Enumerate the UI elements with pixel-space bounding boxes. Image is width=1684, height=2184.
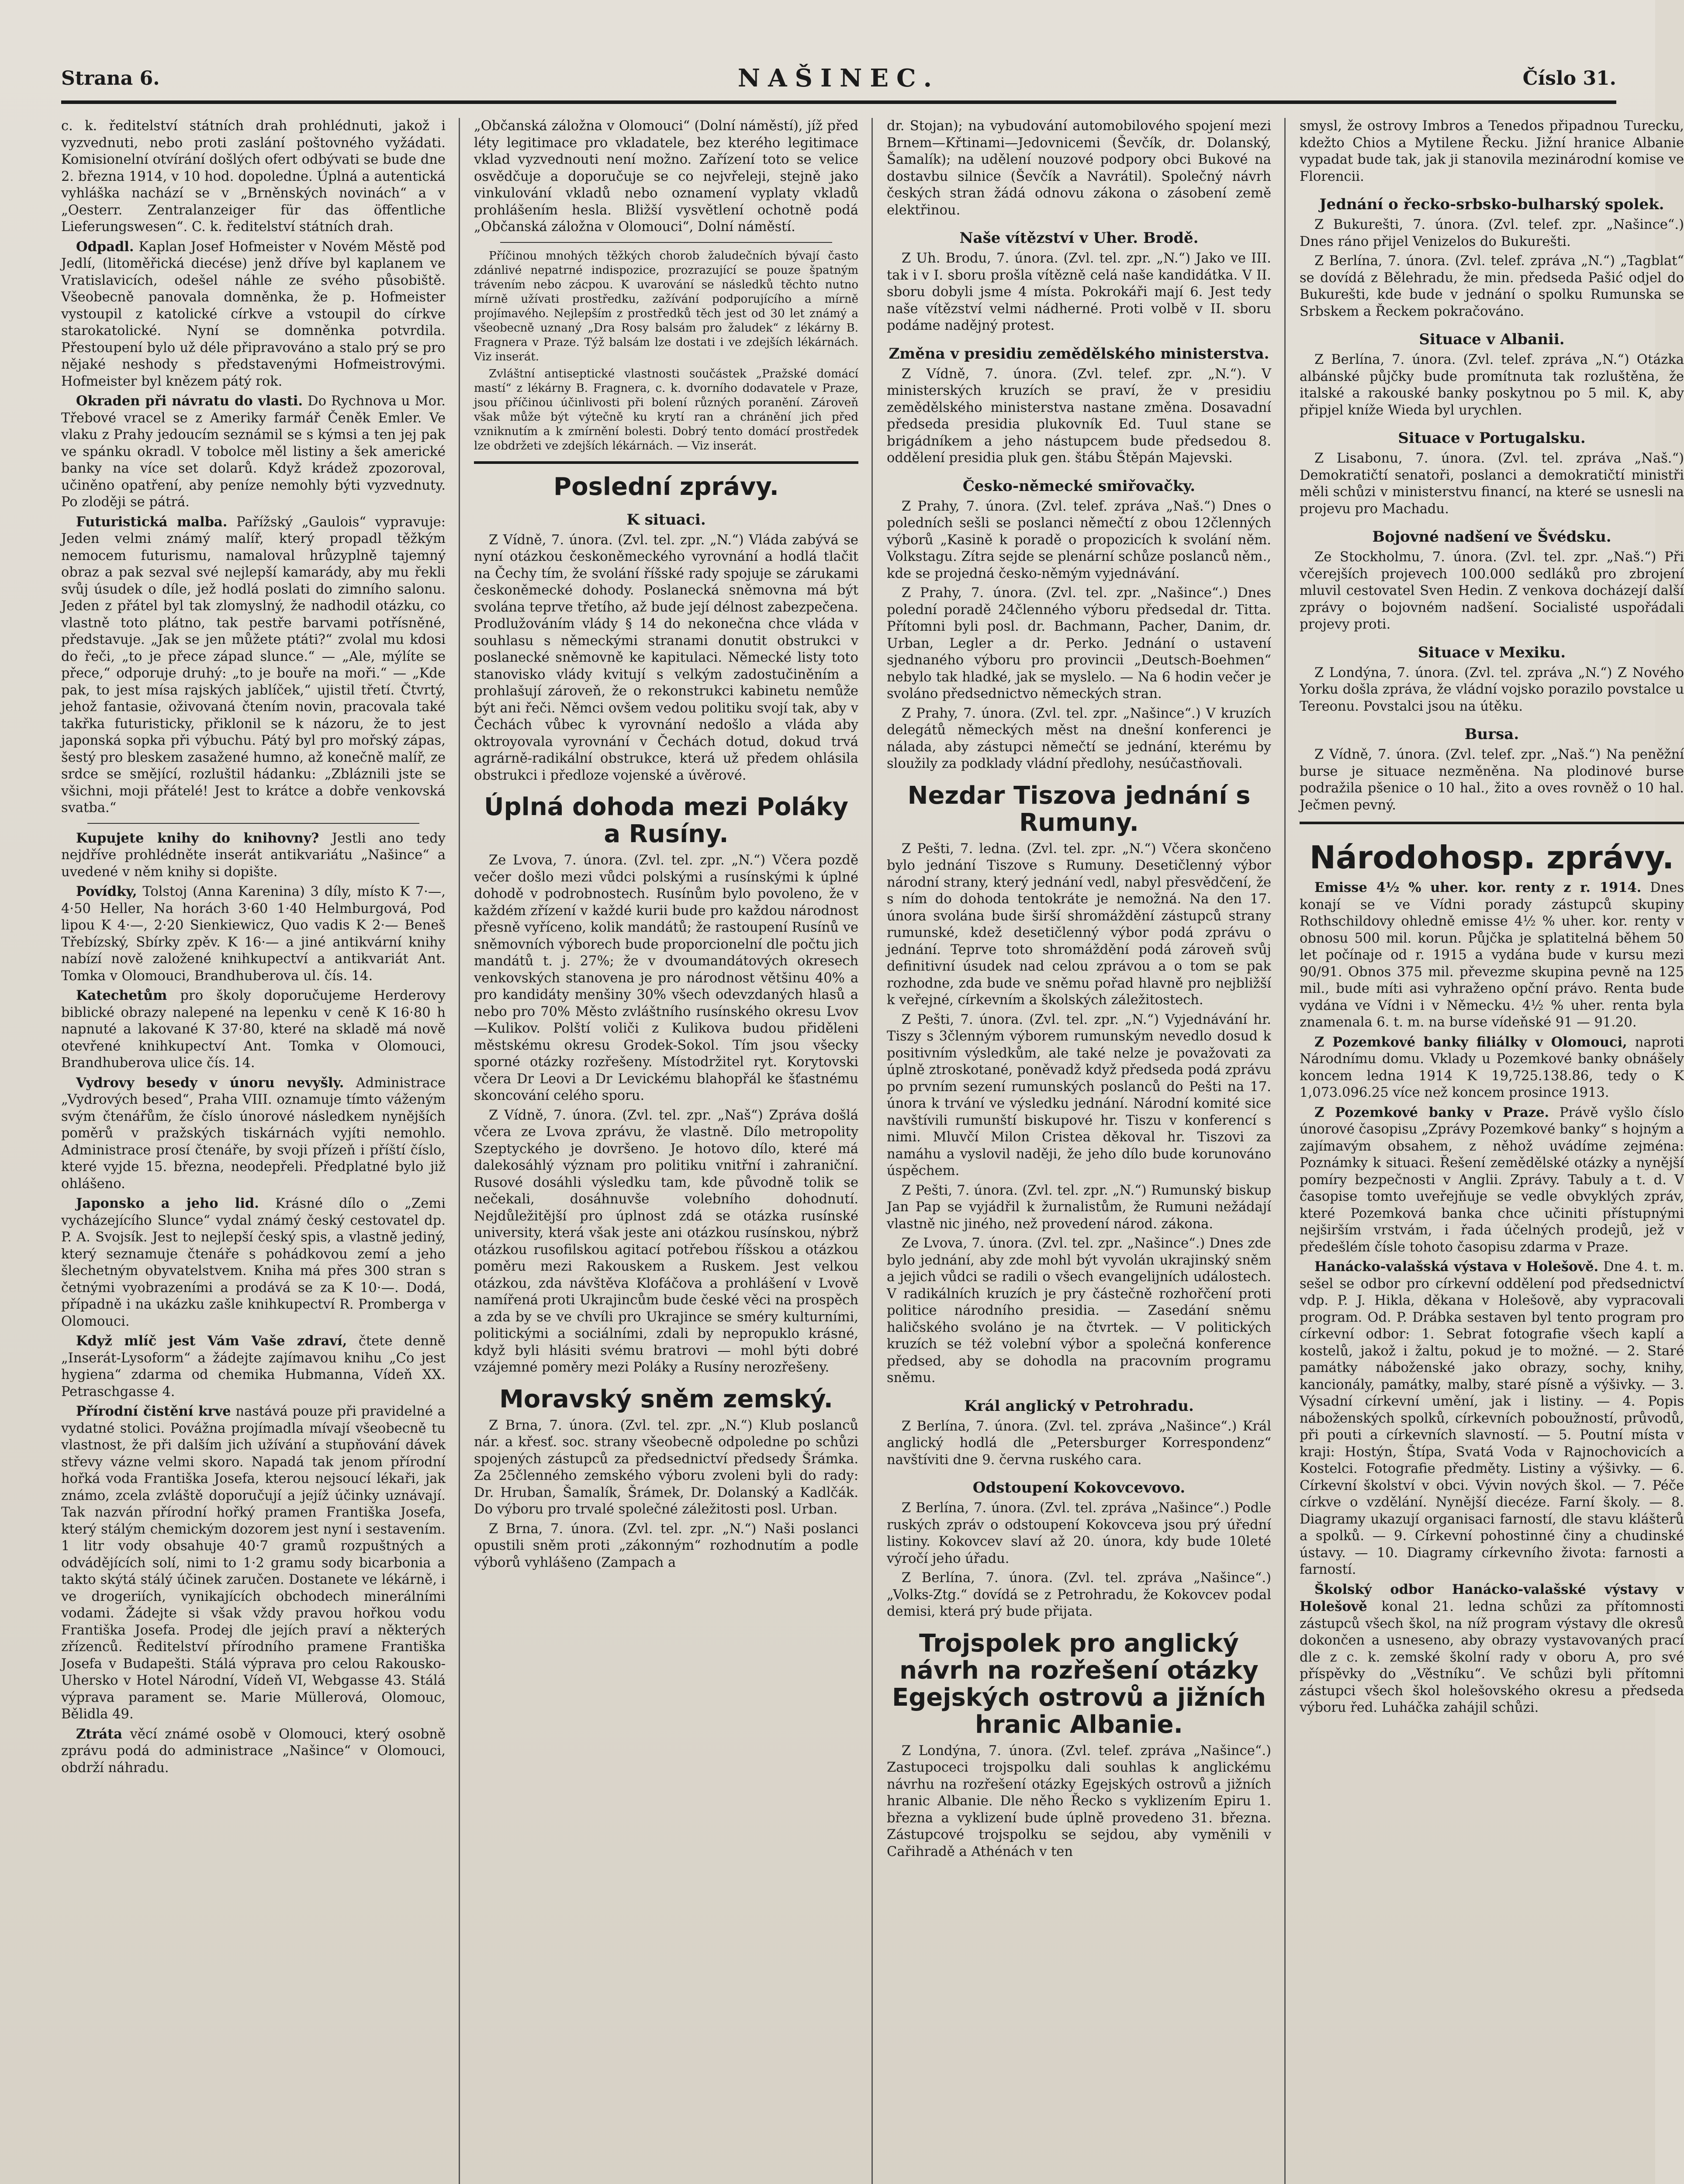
separator-rule xyxy=(500,242,832,243)
paragraph-text: Dnes konají se ve Vídni porady zástupců skupiny Rothschildovy ohledně emisse 4½ % uher. kor. renty v obnosu 500 mil. korun. Půjčka je splatitelná během 50 let počínaje od r. 1915 a vydána bude v kursu mezi 90/91. Obnos 375 mil. převezme skupina pevně na 125 mil., bude míti asi vyhraženo opční právo. Renta bude vydána ve Vídni i v Německu. 4½ % uher. renta byla znamenala 6. t. m. na burse vídeňské 91 — 91.20. xyxy=(1300,880,1684,1030)
article-paragraph xyxy=(474,852,858,1105)
paragraph-text: Právě vyšlo číslo únorové časopisu „Zprávy Pozemkové banky“ s hojným a zajímavým obsahem, z něhož uvádíme zejména: Poznámky k situaci. Řešení zemědělské otázky a nynější pomíry bezpečnosti v Anglii. Zprávy. Tabuly a t. d. V časopise tomto uveřejňuje se vedle obvyklých zpráv, které Pozemková banka chce učiniti přístupnými nejširším vrstvám, i řada účelných prodejů, jež v předešlém čísle tohoto časopisu zdarma v Praze. xyxy=(1300,1105,1684,1255)
paragraph-text: Z Lisabonu, 7. února. (Zvl. tel. zpráva „Naš.“) Demokratičtí senatoři, poslanci a demokratičtí ministři měli schůzi v ministerstvu financí, na které se usnesli na projevu pro Machadu. xyxy=(1300,451,1684,517)
paragraph-text: Z Berlína, 7. února. (Zvl. telef. zpráva „N.“) „Tagblat“ se dovídá z Bělehradu, že min. předseda Pašić odjel do Bukurešti, kde bude v jednání o spolku Rumunska se Srbskem a Řeckem pokračováno. xyxy=(1300,253,1684,319)
paragraph-lead: Školský odbor Hanácko-valašské výstavy v Holešově xyxy=(1300,1581,1684,1614)
article-paragraph xyxy=(887,250,1271,335)
paragraph-lead: Kupujete knihy do knihovny? xyxy=(76,830,319,846)
paragraph-text: Z Uh. Brodu, 7. února. (Zvl. tel. zpr. „N.“) Jako ve III. tak i v I. sboru prošla vítězně celá naše kandidátka. V II. sboru dobyli jsme 4 místa. Pokrokáři mají 6. Jest tedy naše vítězství velmi nádherné. Proti volbě v II. sboru podáme nadějný protest. xyxy=(887,251,1271,333)
article-heading: Bursa. xyxy=(1464,726,1519,743)
paragraph-text: Zvláštní antiseptické vlastnosti součástek „Pražské domácí mastí“ z lékárny B. Fragnera, c. k. dvorního dodavatele v Praze, jsou příčinou účinlivosti při bolení různých poranění. Zároveň však může být výtečně ku krytí ran a chránění jich před vzniknutím a k zmírnění bolesti. Dobrý tento domácí prostředek lze obdržeti ve zdejších lékárnách. — Viz inserát. xyxy=(474,367,858,453)
article-paragraph xyxy=(887,1235,1271,1387)
paragraph-text: Z Londýna, 7. února. (Zvl. tel. zpráva „N.“) Z Nového Yorku došla zpráva, že vládní vojsko porazilo povstalce u Tereonu. Povstalci jsou na útěku. xyxy=(1300,665,1684,714)
column-1 xyxy=(61,118,446,2184)
paragraph-lead: Japonsko a jeho lid. xyxy=(76,1196,259,1211)
article-paragraph xyxy=(887,585,1271,703)
paragraph-text: Z Vídně, 7. února. (Zvl. telef. zpr. „Naš.“) Na peněžní burse je situace nezměněna. Na plodinové burse podražila pšenice o 10 hal., žito a oves rovněž o 10 hal. Ječmen pevný. xyxy=(1300,747,1684,813)
paragraph-text: dr. Stojan); na vybudování automobilového spojení mezi Brnem—Křtinami—Jedovnicemi (Ševčík, dr. Dolanský, Šamalík); na udělení nouzové podpory obci Bukové na dostavbu silnice (Ševčík a Navrátil). Společný návrh českých stran žádá odnovu zákona o zásobení země elektřinou. xyxy=(887,118,1271,218)
article-paragraph xyxy=(1300,217,1684,250)
paragraph-text: naproti Národnímu domu. Vklady u Pozemkové banky obnášely koncem ledna 1914 K 19,725.138.86, tedy o K 1,073.096.25 více než koncem prosince 1913. xyxy=(1300,1034,1684,1100)
paragraph-text: Pařížský „Gaulois“ vypravuje: Jeden velmi známý malíř, který propadl těžkým nemocem futurismu, namaloval hrůzyplně tajemný obraz a pak sezval své nejlepší kamarády, aby mu řekli svůj úsudek o díle, jež hodlá poslati do zimního salonu. Jeden z přátel byl tak zlomyslný, že nadhodil otázku, co vlastně toto plátno, tak pestře barvami potřísněné, představuje. „Jak se jen můžete ptáti?“ zvolal mu kdosi do řeči, „to je přece západ slunce.“ — „Ale, mýlíte se přece,“ odporuje druhý: „to je bouře na moři.“ — „Kde pak, to jest mísa rajských jablíček,“ ujistil třetí. Čtvrtý, jehož fantasie, oživovaná čtením novin, pracovala také takřka futuristicky, přiklonil se k názoru, že to jest japonská sopka při výbuchu. Pátý byl pro mořský zápas, šestý pro bleskem zasažené humno, až konečně malíř, ze srdce se smějící, rozluštil hádanku: „Zbláznili jste se všichni, moji přátelé! Jest to krátce a dobře venkovská svatba.“ xyxy=(61,514,446,816)
paragraph-lead: Futuristická malba. xyxy=(76,514,228,530)
article-paragraph xyxy=(1300,352,1684,419)
paragraph-text: Z Berlína, 7. února. (Zvl. tel. zpráva „Našince“.) Podle ruských zpráv o odstoupení Kokovceva jsou prý úřední listiny. Kokovcev slaví až 20. února, kdy bude 10leté výročí jeho úřadu. xyxy=(887,1500,1271,1566)
paragraph-text: Z Pešti, 7. ledna. (Zvl. tel. zpr. „N.“) Včera skončeno bylo jednání Tiszove s Rumuny. Desetičlenný výbor národní strany, který jednání vedl, nabyl přesvědčení, že s ním do dohoda tentokráte je nemožná. Na den 17. února svolána bude širší shromáždění zástupců strany rumunské, kdež desetičlenný výbor podá zprávu o jednání. Teprve toto shromáždění podá zároveň svůj definitivní úsudek nad celou zprávou a o tom se pak rozhodne, zda bude ve sněmu pořad hlavně pro nejbližší k veřejné, církevním a školských záležitostech. xyxy=(887,841,1271,1008)
article-paragraph xyxy=(61,1333,446,1400)
paragraph-text: konal 21. ledna schůzi za přítomnosti zástupců všech škol, na níž program výstavy dle okresů dokončen a usneseno, aby obrazy vystavovaných prací dle z c. k. zemské školní rady v oboru A, pro své příspěvky do „Věstníku“. Ve schůzi byli přítomni zástupci všech škol holešovského okresu a předseda výboru řed. Luháčka zahájil schůzi. xyxy=(1300,1599,1684,1715)
article-heading: Naše vítězství v Uher. Brodě. xyxy=(959,229,1199,247)
page-header xyxy=(61,61,1616,104)
article-paragraph xyxy=(61,987,446,1072)
paragraph-text: Jestli ano tedy nejdříve prohlédněte inserát antikvariátu „Našince“ a uvedené v něm knihy si dopište. xyxy=(61,830,446,880)
article-paragraph xyxy=(887,1570,1271,1621)
article-paragraph xyxy=(1300,1034,1684,1102)
section-headline: Trojspolek pro anglický návrh na rozřešení otázky Egejských ostrovů a jižních hranic Albanie. xyxy=(892,1629,1266,1739)
article-heading: Změna v presidiu zemědělského ministerstva. xyxy=(889,345,1269,363)
paragraph-text: Z Bukurešti, 7. února. (Zvl. telef. zpr. „Našince“.) Dnes ráno přijel Venizelos do Bukurešti. xyxy=(1300,217,1684,249)
article-paragraph xyxy=(474,118,858,236)
article-paragraph xyxy=(887,1500,1271,1567)
article-heading: Situace v Portugalsku. xyxy=(1398,429,1586,447)
article-paragraph xyxy=(474,532,858,784)
paragraph-text: Z Prahy, 7. února. (Zvl. telef. zpráva „Naš.“) Dnes o poledních sešli se poslanci němečtí z obou 12členných výborů „Kasině k poradě o propozicích k svolání něm. Volkstagu. Zítra sejde se plenární schůze poslanců něm., kde se projedná česko-němým vyjednávání. xyxy=(887,498,1271,581)
issue-number: Číslo 31. xyxy=(1522,67,1616,90)
paragraph-text: Tolstoj (Anna Karenina) 3 díly, místo K 7·—, 4·50 Heller, Na horách 3·60 1·40 Helmburgová, Pod lipou K 4·—, 2·20 Sienkiewicz, Quo vadis K 2·— Beneš Třebízský, Sbírky zpěv. K 16·— a jiné antikvární knihy nabízí nově založené knihkupectví a antikvariát Ant. Tomka v Olomouci, Brandhuberova ul. čís. 14. xyxy=(61,884,446,984)
article-paragraph xyxy=(887,705,1271,773)
article-paragraph xyxy=(474,249,858,364)
section-headline: Nezdar Tiszova jednání s Rumuny. xyxy=(907,781,1251,837)
masthead-title: NAŠINEC. xyxy=(737,64,940,93)
paragraph-text: věcí známé osobě v Olomouci, který osobně zprávu podá do administrace „Našince“ v Olomouci, obdrží náhradu. xyxy=(61,1726,446,1776)
paragraph-text: Administrace „Vydrových besed“, Praha VIII. oznamuje tímto váženým svým čtenářům, že číslo únorové následkem nynějších poměrů v pražských tiskárnách vyjíti nemohlo. Administrace prosí čtenáře, by svoji přízeň i příští číslo, které vyjde 15. března, neodepřeli. Předplatné bylo již ohlášeno. xyxy=(61,1075,446,1192)
article-paragraph xyxy=(61,830,446,881)
article-heading: K situaci. xyxy=(626,511,706,529)
paragraph-text: Ze Lvova, 7. února. (Zvl. tel. zpr. „Našince“.) Dnes zde bylo jednání, aby zde mohl být vyvolán ukrajinský sněm a jejich vůdci se radili o všech evangelijních událostech. V radikálních kruzích je pry částečně rozhořčení proti politice národního presidia. — Zasedání sněmu haličského svoláno je na čtvrtek. — V politických kruzích se též volební výbor a společná konference předsed, aby se dohodla na pracovním programu sněmu. xyxy=(887,1236,1271,1386)
column-rule xyxy=(871,118,873,2184)
paragraph-lead: Hanácko-valašská výstava v Holešově. xyxy=(1314,1259,1599,1275)
article-paragraph xyxy=(1300,118,1684,185)
section-headline: Moravský sněm zemský. xyxy=(499,1385,833,1413)
paragraph-text: Z Berlína, 7. února. (Zvl. telef. zpráva „N.“) Otázka albánské půjčky bude promítnuta tak rozluštěna, že italské a rakouské banky poskytnou po 5 mil. K, aby připjel kníže Wieda byl urychlen. xyxy=(1300,352,1684,418)
paragraph-lead: Z Pozemkové banky v Praze. xyxy=(1314,1104,1549,1120)
column-3 xyxy=(887,118,1271,2184)
article-paragraph xyxy=(61,514,446,817)
paragraph-text: Z Berlína, 7. února. (Zvl. tel. zpráva „Našince“.) Král anglický hodlá dle „Petersburger Korrespondenz“ navštíviti dne 9. června ruského cara. xyxy=(887,1418,1271,1468)
article-paragraph xyxy=(61,1075,446,1193)
separator-rule xyxy=(474,461,858,464)
column-4 xyxy=(1300,118,1684,2184)
article-paragraph xyxy=(61,118,446,236)
section-headline: Poslední zprávy. xyxy=(553,472,779,501)
paragraph-text: Z Brna, 7. února. (Zvl. tel. zpr. „N.“) Klub poslanců nár. a křesť. soc. strany všeobecně odpoledne po schůzi spojených zástupců za předsednictví předsedy Šrámka. Za 25členného zemského výboru zvoleni byli do rady: Dr. Hruban, Šamalík, Šrámek, Dr. Dolanský a Kadlčák. Do výboru pro trvalé společné záležitosti posl. Urban. xyxy=(474,1417,858,1517)
column-2 xyxy=(474,118,858,2184)
paragraph-lead: Povídky, xyxy=(76,884,137,899)
paragraph-text: Z Vídně, 7. února. (Zvl. telef. zpr. „N.“). V ministerských kruzích se praví, že v presidiu zemědělského ministerstva nastane změna. Dosavadní předseda presidia plukovník Ed. Tuul stane se brigádníkem a jeho nástupcem bude předsedou 8. oddělení presidia pluk gen. štábu Štěpán Majevski. xyxy=(887,366,1271,466)
article-paragraph xyxy=(887,1182,1271,1233)
paragraph-text: Dne 4. t. m. sešel se odbor pro církevní oddělení pod předsednictví vdp. P. J. Hikla, děkana v Holešově, aby vypracovali program. Od. P. Drábka sestaven byl tento program pro církevní odbor: 1. Sebrat fotografie všech kaplí a kostelů, jakož i žaltu, pokud je to možné. — 2. Staré památky náboženské jako obrazy, sochy, knihy, kancionály, památky, malby, staré písně a výšivky. — 3. Výsadní církevní umění, jak i listiny. — 4. Popis náboženských spolků, církevních poboužností, průvodů, při pouti a církevních slavností. — 5. Poutní místa v kraji: Hostýn, Štípa, Svatá Voda v Rajnochovicích a Kostelci. Fotografie předměty. Listiny a výšivky. — 6. Církevní školství v obci. Vývin nových škol. — 7. Péče církve o vzdělání. Nynější diecéze. Farní školy. — 8. Diagramy ukazují organisaci farností, dle stavu klášterů a spolků. — 9. Církevní pohostinné činy a chudinské ústavy. — 10. Diagramy církevního života: farnosti a farností. xyxy=(1300,1259,1684,1577)
article-paragraph xyxy=(1300,879,1684,1031)
article-paragraph xyxy=(61,1403,446,1723)
article-paragraph xyxy=(887,1743,1271,1861)
article-paragraph xyxy=(474,1107,858,1376)
article-heading: Situace v Mexiku. xyxy=(1418,643,1566,661)
article-heading: Situace v Albanii. xyxy=(1419,331,1565,348)
article-heading: Odstoupení Kokovcevovo. xyxy=(972,1479,1186,1496)
article-heading: Král anglický v Petrohradu. xyxy=(964,1397,1194,1415)
paragraph-text: Krásné dílo o „Zemi vycházejícího Slunce“ vydal známý český cestovatel dp. P. A. Svojsík. Jest to nejlepší český spis, a vlastně jediný, který seznamuje čtenáře s pohádkovou zemí a jeho šlechetným obyvatelstvem. Kniha má přes 300 stran s četnými vyobrazeními a prodává se za K 10·—. Dodá, případně i na ukázku zašle knihkupectví R. Promberga v Olomouci. xyxy=(61,1196,446,1329)
paragraph-lead: Když mlíč jest Vám Vaše zdraví, xyxy=(76,1333,347,1349)
paragraph-text: Z Londýna, 7. února. (Zvl. telef. zpráva „Našince“.) Zastupoceci trojspolku dali souhlas k anglickému návrhu na rozřešení otázky Egejských ostrovů a jižních hranic Albanie. Dle něho Řecko s vyklizením Epiru 1. března a vyklizení bude úplně provedeno 31. března. Zástupcové trojspolku se sejdou, aby vyměnili v Cařihradě a Athénách v ten xyxy=(887,1743,1271,1859)
paragraph-text: Ze Stockholmu, 7. února. (Zvl. tel. zpr. „Naš.“) Při včerejších projevech 100.000 sedláků pro zbrojení mluvil cestovatel Sven Hedin. Z venkova docházejí další zprávy o bojovném nadšení. Socialisté uspořádali projevy proti. xyxy=(1300,549,1684,632)
article-paragraph xyxy=(1300,1258,1684,1579)
column-rule xyxy=(1284,118,1286,2184)
article-paragraph xyxy=(887,841,1271,1009)
paragraph-lead: Emisse 4½ % uher. kor. renty z r. 1914. xyxy=(1314,880,1642,895)
column-rule xyxy=(459,118,460,2184)
separator-rule xyxy=(1300,822,1684,824)
paragraph-text: Z Vídně, 7. února. (Zvl. tel. zpr. „Naš“) Zpráva došlá včera ze Lvova zprávu, že vlastně. Dílo metropolity Szeptyckého je dovršeno. Je hotovo dílo, které má dalekosáhlý význam pro politiku vnitřní i zahraniční. Rusové dosáhli výsledku tam, kde původně tolik se nečekali, dosáhnuvše volebního dohodnutí. Nejdůležitější pro úplnost zdá se otázka rusínské university, která však jeste ani otázkou rusínskou, nýbrž otázkou rusofilskou agitací potřebou říšskou a otázkou poměru mezi Rakouskem a Ruskem. Jest velkou otázkou, zda návštěva Klofáčova a prohlášení v Lvově namířená proti Ukrajincům bude české věci na prospěch a zda by se ve chvíli pro Ukrajince se sméry kulturními, politickými a sociálními, zdali by nepropuklo krásné, když byli hlásiti svému bratrovi — mohl býti dobré vzájemné poměry mezi Poláky a Rusíny nerozřešeny. xyxy=(474,1107,858,1375)
paragraph-text: c. k. ředitelství státních drah prohlédnuti, jakož i vyzvednuti, nebo proti zaslání poštovného vyžádati. Komisionelní otvírání došlých ofert odbývati se bude dne 2. března 1914, v 10 hod. dopoledne. Úplná a autentická vyhláška nachází se v „Brněnských novinách“ a v „Oesterr. Zentralanzeiger für das öffentliche Lieferungswesen“. C. k. ředitelství státních drah. xyxy=(61,118,446,235)
section-headline: Úplná dohoda mezi Poláky a Rusíny. xyxy=(484,793,849,848)
article-paragraph xyxy=(474,1521,858,1572)
article-paragraph xyxy=(887,366,1271,467)
article-paragraph xyxy=(1300,665,1684,715)
paragraph-lead: Odpadl. xyxy=(76,238,134,255)
paragraph-text: smysl, že ostrovy Imbros a Tenedos připadnou Turecku, kdežto Chios a Mytilene Řecku. Jižní hranice Albanie vypadat bude tak, jak ji stanovila mezinárodní komise ve Florencii. xyxy=(1300,118,1684,184)
paragraph-text: Z Prahy, 7. února. (Zvl. tel. zpr. „Našince“.) Dnes polední poradě 24členného výboru předsedal dr. Titta. Přítomni byli posl. dr. Bachmann, Pacher, Danim, dr. Urban, Legler a dr. Perko. Jednání o ustavení sjednaného výboru pro provincii „Deutsch-Boehmen“ nebylo tak hladké, jak se myslelo. — Na 6 hodin večer je svoláno předsednictvo německých stran. xyxy=(887,585,1271,702)
paragraph-text: Z Pešti, 7. února. (Zvl. tel. zpr. „N.“) Vyjednávání hr. Tiszy s 3členným výborem rumunským nevedlo dosud k positivním výsledkům, ale také nelze je považovati za úplně ztroskotané, poněvadž když předseda podá zprávu po prvním sezení rumunských poslanců do Pešti na 17. února k trvání ve výsledku jednání. Národní komité sice navštívili rumunští biskupové hr. Tiszu v konferencí s nimi. Mluvčí Milon Cristea děkoval hr. Tiszovi za namáhu a vyslovil naději, že jeho dílo bude korunováno úspěchem. xyxy=(887,1012,1271,1178)
article-paragraph xyxy=(887,498,1271,583)
article-paragraph xyxy=(887,1012,1271,1180)
paragraph-text: pro školy doporučujeme Herderovy biblické obrazy nalepené na lepenku v ceně K 16·80 h napnuté a lakované K 37·80, které na skladě má nově otevřené knihkupectví Ant. Tomka v Olomouci, Brandhuberova ulice čís. 14. xyxy=(61,988,446,1071)
article-paragraph xyxy=(61,393,446,511)
paragraph-text: Z Pešti, 7. února. (Zvl. tel. zpr. „N.“) Rumunský biskup Jan Pap se vyjádřil k žurnalistům, že Rumuni nežádají vlastně nic jiného, než provedení národ. zákona. xyxy=(887,1182,1271,1232)
article-paragraph xyxy=(1300,1581,1684,1717)
paragraph-text: Příčinou mnohých těžkých chorob žaludečních bývají často zdánlivé nepatrné indispozice, prozrazující se pouze špatným trávením nebo zácpou. K uvarování se následků těchto nutno mírně užívati prostředku, zažívání podporujícího a mírně projímavého. Nejlepším z prostředků těch jest od 30 let známý a všeobecně uznaný „Dra Rosy balsám pro žaludek“ z lékárny B. Fragnera v Praze. Týž balsám lze dostati i ve zdejších lékárnách. Viz inserát. xyxy=(474,249,858,363)
paragraph-lead: Z Pozemkové banky filiálky v Olomouci, xyxy=(1314,1034,1627,1050)
article-paragraph xyxy=(1300,549,1684,633)
article-heading: Bojovné nadšení ve Švédsku. xyxy=(1372,528,1611,546)
article-paragraph xyxy=(61,238,446,390)
article-paragraph xyxy=(61,1726,446,1777)
article-paragraph xyxy=(1300,253,1684,320)
page-number: Strana 6. xyxy=(61,67,160,90)
article-paragraph xyxy=(1300,450,1684,518)
paragraph-text: Z Brna, 7. února. (Zvl. tel. zpr. „N.“) Naši poslanci opustili sněm proti „zákonným“ rozhodnutím a podle výborů vyhlášeno (Zampach a xyxy=(474,1521,858,1570)
paragraph-text: Ze Lvova, 7. února. (Zvl. tel. zpr. „N.“) Včera pozdě večer došlo mezi vůdci polskými a rusínskými k úplné dohodě v podrobnostech. Rusínům bylo povoleno, že v každém zřízení v každé kurii bude pro každou národnost přesně vyříceno, kolik mandátů; že rastoupení Rusínů ve sněmovních výborech bude proporcionelní dle počtu jich mandátů t. j. 27%; že v dvoumandátových okresech venkovských stanovena je pro národnost většinu 40% a pro kandidáty menšiny 30% všech odevzdaných hlasů a nebo pro 70% Město zvláštního rusínského okresu Lvov—Kulikov. Polští voliči z Kulikova budou přiděleni městskému okresu Grodek-Sokol. Tím jsou všecky sporné otázky rozřešeny. Místodržitel ryt. Korytovski včera Dr Leovi a Dr Levickému blahopřál ke šťastnému skoncování celého sporu. xyxy=(474,853,858,1103)
paragraph-text: Z Berlína, 7. února. (Zvl. tel. zpráva „Našince“.) „Volks-Ztg.“ dovídá se z Petrohradu, že Kokovcev podal demisi, která prý bude přijata. xyxy=(887,1570,1271,1619)
article-paragraph xyxy=(474,1417,858,1518)
section-headline: Národohosp. zprávy. xyxy=(1309,839,1674,876)
article-paragraph xyxy=(887,118,1271,219)
separator-rule xyxy=(87,823,419,824)
paragraph-text: Kaplan Josef Hofmeister v Novém Městě pod Jedlí, (litoměřická diecése) jenž dříve byl kaplanem ve Vratislavicích, odešel náhle ze svého působiště. Všeobecně panovala domněnka, že p. Hofmeister vystoupil z katolické církve a vstoupil do církve starokatolické. Nyní se domněnka potvrdila. Přestoupení bylo už déle připravováno a stalo prý se pro nějaké neshody s představenými Hofmeistrovými. Hofmeister byl knězem pátý rok. xyxy=(61,239,446,389)
article-heading: Česko-německé smiřovačky. xyxy=(962,477,1196,495)
article-paragraph xyxy=(1300,1104,1684,1256)
paragraph-lead: Okraden při návratu do vlasti. xyxy=(76,393,303,409)
paragraph-lead: Ztráta xyxy=(76,1726,123,1742)
paragraph-text: Z Vídně, 7. února. (Zvl. tel. zpr. „N.“) Vláda zabývá se nyní otázkou českoněmeckého vyrovnání a hodlá tlačit na Čechy tím, že svolání říšské rady spojuje se zárukami českoněmecké dohody. Poslanecká sněmovna má být svolána teprve třetího, až bude její délnost zabezpečena. Prodlužováním vlády § 14 do nekonečna chce vláda v souhlasu s německými stranami donutit obstrukci v poslanecké sněmovně ke kapitulaci. Německé listy toto stanovisko vlády kvitují s velkým zadostučiněním a prohlašují zároveň, že o rekonstrukci kabinetu nemůže být ani řeči. Němci ovšem vedou politiku svojí tak, aby v Čechách vůbec k vyrovnání nedošlo a vláda aby oktroyovala vyrovnání v Čechách dotud, dokud trvá agrárně-radikální obstrukce, která už předem ohlásila obstrukci i předloze vojenské a úvěrové. xyxy=(474,532,858,783)
paragraph-lead: Přírodní čistění krve xyxy=(76,1403,231,1419)
paragraph-text: Z Prahy, 7. února. (Zvl. tel. zpr. „Našince“.) V kruzích delegátů německých měst na dnešní konferenci je nálada, aby zástupci němečtí se jednání, kterému by sloužily za podklady vládní předlohy, nesúčastňovali. xyxy=(887,705,1271,771)
article-paragraph xyxy=(1300,746,1684,814)
article-paragraph xyxy=(887,1418,1271,1469)
paragraph-text: Do Rychnova u Mor. Třebové vracel se z Ameriky farmář Čeněk Emler. Ve vlaku z Prahy jedoucím seznámil se s kýmsi a ten jej pak ve spánku okradl. V tobolce měl listiny a šek americké banky na více set dolarů. Když krádež zpozoroval, učiněno opatření, aby peníze nemohly býti vyzvednuty. Po zloději se pátrá. xyxy=(61,394,446,510)
article-paragraph xyxy=(61,883,446,985)
paragraph-text: „Občanská záložna v Olomouci“ (Dolní náměstí), jíž před léty legitimace pro vkladatele, bez kterého legitimace vklad vyzvednouti není možno. Zařízení toto se velice osvědčuje a doporučuje se co nejvřeleji, stejně jako vinkulování vkladů nebo oznamení vyplaty vkladů prohlášením hesla. Bližší vysvětlení ochotně podá „Občanská záložna v Olomouci“, Dolní náměstí. xyxy=(474,118,858,235)
paragraph-text: nastává pouze při pravidelné a vydatné stolici. Povážna projímadla mívají všeobecně tu vlastnost, že při dalším jich užívání a stupňování dávek střevy vázne velmi skoro. Napadá tak jenom přírodní hořká voda Františka Josefa, kterou nejsoucí lékaři, jak známo, zcela zvláště doporučují a jejíž účinky uznávají. Tak nazván přírodní hořký pramen Františka Josefa, který stálým chemickým dozorem jest nyní i sestavením. 1 litr vody obsahuje 40·7 gramů rozpuštných a odvádějících solí, nimi to 1·2 gramu sody bicarbonia a takto skýtá stálý účinek zaručen. Dostanete ve lékárně, i ve drogeriích, vynikajících obchodech minerálními vodami. Žádejte si však vždy pravou hořkou vodu Františka Josefa. Prodej dle jejích praví a některých zřízenců. Ředitelství přírodního pramene Františka Josefa v Budapešti. Stálá výprava pro celou Rakousko-Uhersko v Hotel Národní, Vídeň VI, Webgasse 43. Stálá výprava parament se. Marie Müllerová, Olomouc, Bělidla 49. xyxy=(61,1404,446,1722)
paragraph-lead: Katechetům xyxy=(76,988,167,1003)
article-heading: Jednání o řecko-srbsko-bulharský spolek. xyxy=(1319,196,1664,213)
article-paragraph xyxy=(61,1195,446,1330)
paragraph-text: čtete denně „Inserát-Lysoform“ a žádejte zajímavou knihu „Co jest hygiena“ zdarma od chemika Hubmanna, Vídeň XX. Petraschgasse 4. xyxy=(61,1334,446,1400)
article-paragraph xyxy=(474,367,858,453)
paragraph-lead: Vydrovy besedy v únoru nevyšly. xyxy=(76,1075,344,1091)
